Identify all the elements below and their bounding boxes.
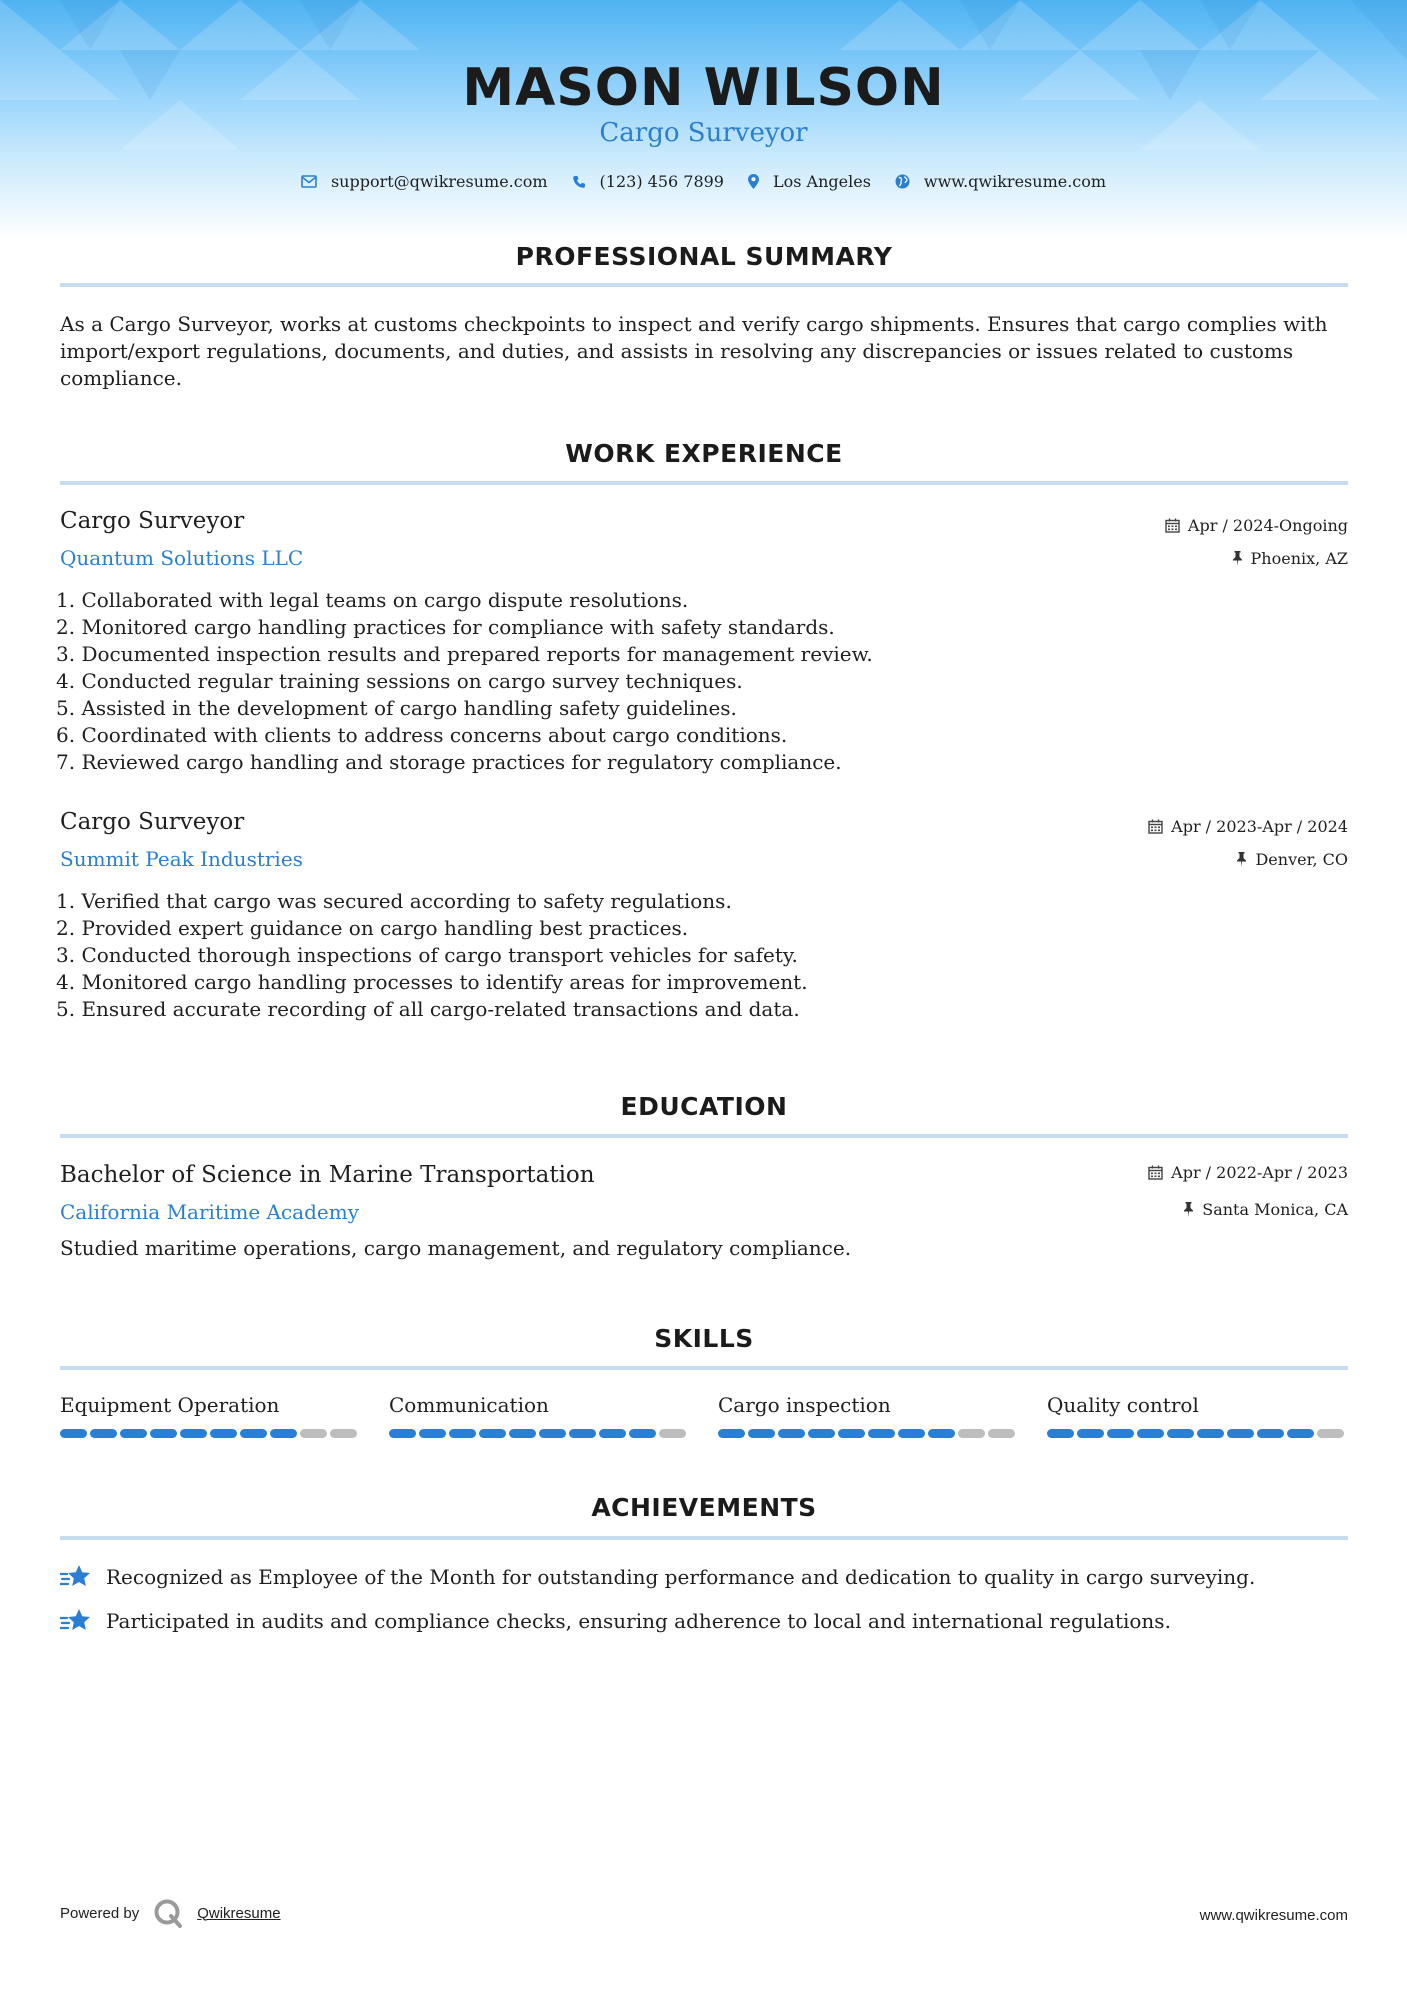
footer-powered-by [60, 1898, 281, 1928]
education-dates-text: Apr / 2022-Apr / 2023 [1171, 1163, 1348, 1182]
experience-divider [60, 481, 1348, 485]
skill-segment [659, 1429, 686, 1438]
education-location [1183, 1200, 1348, 1219]
experience-heading: WORK EXPERIENCE [565, 439, 843, 468]
education-dates [1148, 1163, 1348, 1182]
job-company: Quantum Solutions LLC [60, 546, 304, 570]
job-dates [1148, 817, 1348, 836]
shooting-star-icon [60, 1564, 92, 1590]
skill-segment [300, 1429, 327, 1438]
job-dates [1165, 516, 1348, 535]
achievements-heading: ACHIEVEMENTS [591, 1493, 817, 1522]
qwikresume-logo-icon [153, 1898, 183, 1928]
skill-rating-bar [718, 1429, 1018, 1438]
candidate-name: MASON WILSON [462, 58, 945, 118]
contact-bar [0, 172, 1407, 191]
skill-segment [898, 1429, 925, 1438]
achievements-divider [60, 1536, 1348, 1540]
skill-segment [958, 1429, 985, 1438]
achievement-item [60, 1564, 1255, 1590]
skill-segment [988, 1429, 1015, 1438]
skill-rating-bar [60, 1429, 360, 1438]
brand-link[interactable]: Qwikresume [197, 1904, 281, 1922]
calendar-icon [1148, 1165, 1163, 1180]
skill-segment [1077, 1429, 1104, 1438]
list-item: 1. Collaborated with legal teams on cargo dispute resolutions. [56, 588, 689, 612]
skill-segment [60, 1429, 87, 1438]
skill-segment [808, 1429, 835, 1438]
skill-item [60, 1393, 360, 1438]
list-item: 3. Conducted thorough inspections of cargo transport vehicles for safety. [56, 943, 798, 967]
skill-label: Communication [389, 1393, 549, 1417]
skill-segment [389, 1429, 416, 1438]
shooting-star-icon [60, 1608, 92, 1634]
degree-title: Bachelor of Science in Marine Transportation [60, 1162, 595, 1188]
job-dates-text: Apr / 2024-Ongoing [1187, 516, 1348, 535]
skill-segment [539, 1429, 566, 1438]
school-name: California Maritime Academy [60, 1200, 360, 1224]
skill-segment [868, 1429, 895, 1438]
summary-text: As a Cargo Surveyor, works at customs checkpoints to inspect and verify cargo shipments. Ensures that cargo complies with import/export regulations, documents, and duties, and assists in resolving any discrepancies or issues related to customs compliance. [60, 312, 1328, 390]
globe-icon [895, 174, 910, 189]
skill-segment [718, 1429, 745, 1438]
skill-rating-bar [1047, 1429, 1347, 1438]
skill-segment [748, 1429, 775, 1438]
footer-website[interactable]: www.qwikresume.com [1199, 1907, 1348, 1924]
job-duties-list [56, 587, 873, 776]
skill-segment [210, 1429, 237, 1438]
contact-phone[interactable] [572, 172, 724, 191]
skill-segment [150, 1429, 177, 1438]
list-item: 2. Monitored cargo handling practices for compliance with safety standards. [56, 615, 835, 639]
skill-segment [1047, 1429, 1074, 1438]
list-item: 4. Monitored cargo handling processes to identify areas for improvement. [56, 970, 808, 994]
list-item: 5. Assisted in the development of cargo handling safety guidelines. [56, 696, 737, 720]
skill-segment [1107, 1429, 1134, 1438]
map-pin-icon [748, 174, 759, 189]
powered-by-label: Powered by [60, 1904, 140, 1922]
skill-segment [120, 1429, 147, 1438]
phone-text: (123) 456 7899 [599, 172, 724, 191]
skill-segment [449, 1429, 476, 1438]
skill-segment [479, 1429, 506, 1438]
list-item: 2. Provided expert guidance on cargo handling best practices. [56, 916, 689, 940]
website-text: www.qwikresume.com [923, 172, 1107, 191]
summary-divider [60, 283, 1348, 287]
skill-segment [1167, 1429, 1194, 1438]
skill-segment [838, 1429, 865, 1438]
list-item: 3. Documented inspection results and prepared reports for management review. [56, 642, 873, 666]
contact-website[interactable] [895, 172, 1106, 191]
list-item: 1. Verified that cargo was secured according to safety regulations. [56, 889, 732, 913]
job-location [1232, 549, 1348, 568]
skill-segment [1227, 1429, 1254, 1438]
skill-segment [629, 1429, 656, 1438]
job-location [1236, 850, 1348, 869]
job-duties-list [56, 888, 808, 1023]
skill-item [389, 1393, 689, 1438]
contact-location [748, 172, 871, 191]
skill-label: Equipment Operation [60, 1393, 280, 1417]
skill-segment [928, 1429, 955, 1438]
skill-segment [240, 1429, 267, 1438]
contact-email[interactable] [301, 172, 548, 191]
education-location-text: Santa Monica, CA [1202, 1200, 1348, 1219]
skill-segment [330, 1429, 357, 1438]
skill-label: Cargo inspection [718, 1393, 891, 1417]
job-location-text: Denver, CO [1255, 850, 1348, 869]
calendar-icon [1148, 819, 1163, 834]
education-description: Studied maritime operations, cargo management, and regulatory compliance. [60, 1236, 852, 1260]
skill-segment [1317, 1429, 1344, 1438]
achievement-text: Recognized as Employee of the Month for outstanding performance and dedication to quality in cargo surveying. [106, 1565, 1256, 1589]
skill-label: Quality control [1047, 1393, 1199, 1417]
envelope-icon [301, 175, 317, 188]
skill-segment [270, 1429, 297, 1438]
skill-item [718, 1393, 1018, 1438]
pushpin-icon [1183, 1202, 1194, 1217]
list-item: 4. Conducted regular training sessions on cargo survey techniques. [56, 669, 743, 693]
skill-segment [778, 1429, 805, 1438]
calendar-icon [1165, 518, 1180, 533]
candidate-role: Cargo Surveyor [599, 118, 808, 148]
pushpin-icon [1236, 852, 1247, 867]
skill-segment [1287, 1429, 1314, 1438]
list-item: 6. Coordinated with clients to address concerns about cargo conditions. [56, 723, 788, 747]
list-item: 5. Ensured accurate recording of all cargo-related transactions and data. [56, 997, 800, 1021]
education-heading: EDUCATION [620, 1092, 788, 1121]
skill-segment [90, 1429, 117, 1438]
job-title: Cargo Surveyor [60, 809, 245, 835]
skill-segment [599, 1429, 626, 1438]
achievement-item [60, 1608, 1171, 1634]
education-divider [60, 1134, 1348, 1138]
skill-segment [180, 1429, 207, 1438]
skill-segment [1257, 1429, 1284, 1438]
skill-segment [1197, 1429, 1224, 1438]
phone-icon [572, 175, 586, 189]
email-text: support@qwikresume.com [330, 172, 548, 191]
list-item: 7. Reviewed cargo handling and storage practices for regulatory compliance. [56, 750, 842, 774]
summary-heading: PROFESSIONAL SUMMARY [515, 242, 893, 271]
skill-segment [569, 1429, 596, 1438]
skills-divider [60, 1366, 1348, 1370]
skill-segment [509, 1429, 536, 1438]
skills-heading: SKILLS [654, 1324, 754, 1353]
skill-segment [1137, 1429, 1164, 1438]
job-company: Summit Peak Industries [60, 847, 303, 871]
job-title: Cargo Surveyor [60, 508, 245, 534]
job-location-text: Phoenix, AZ [1250, 549, 1348, 568]
pushpin-icon [1232, 551, 1243, 566]
achievement-text: Participated in audits and compliance checks, ensuring adherence to local and international regulations. [106, 1609, 1171, 1633]
skill-item [1047, 1393, 1347, 1438]
skill-rating-bar [389, 1429, 689, 1438]
job-dates-text: Apr / 2023-Apr / 2024 [1171, 817, 1348, 836]
location-text: Los Angeles [772, 172, 871, 191]
skill-segment [419, 1429, 446, 1438]
